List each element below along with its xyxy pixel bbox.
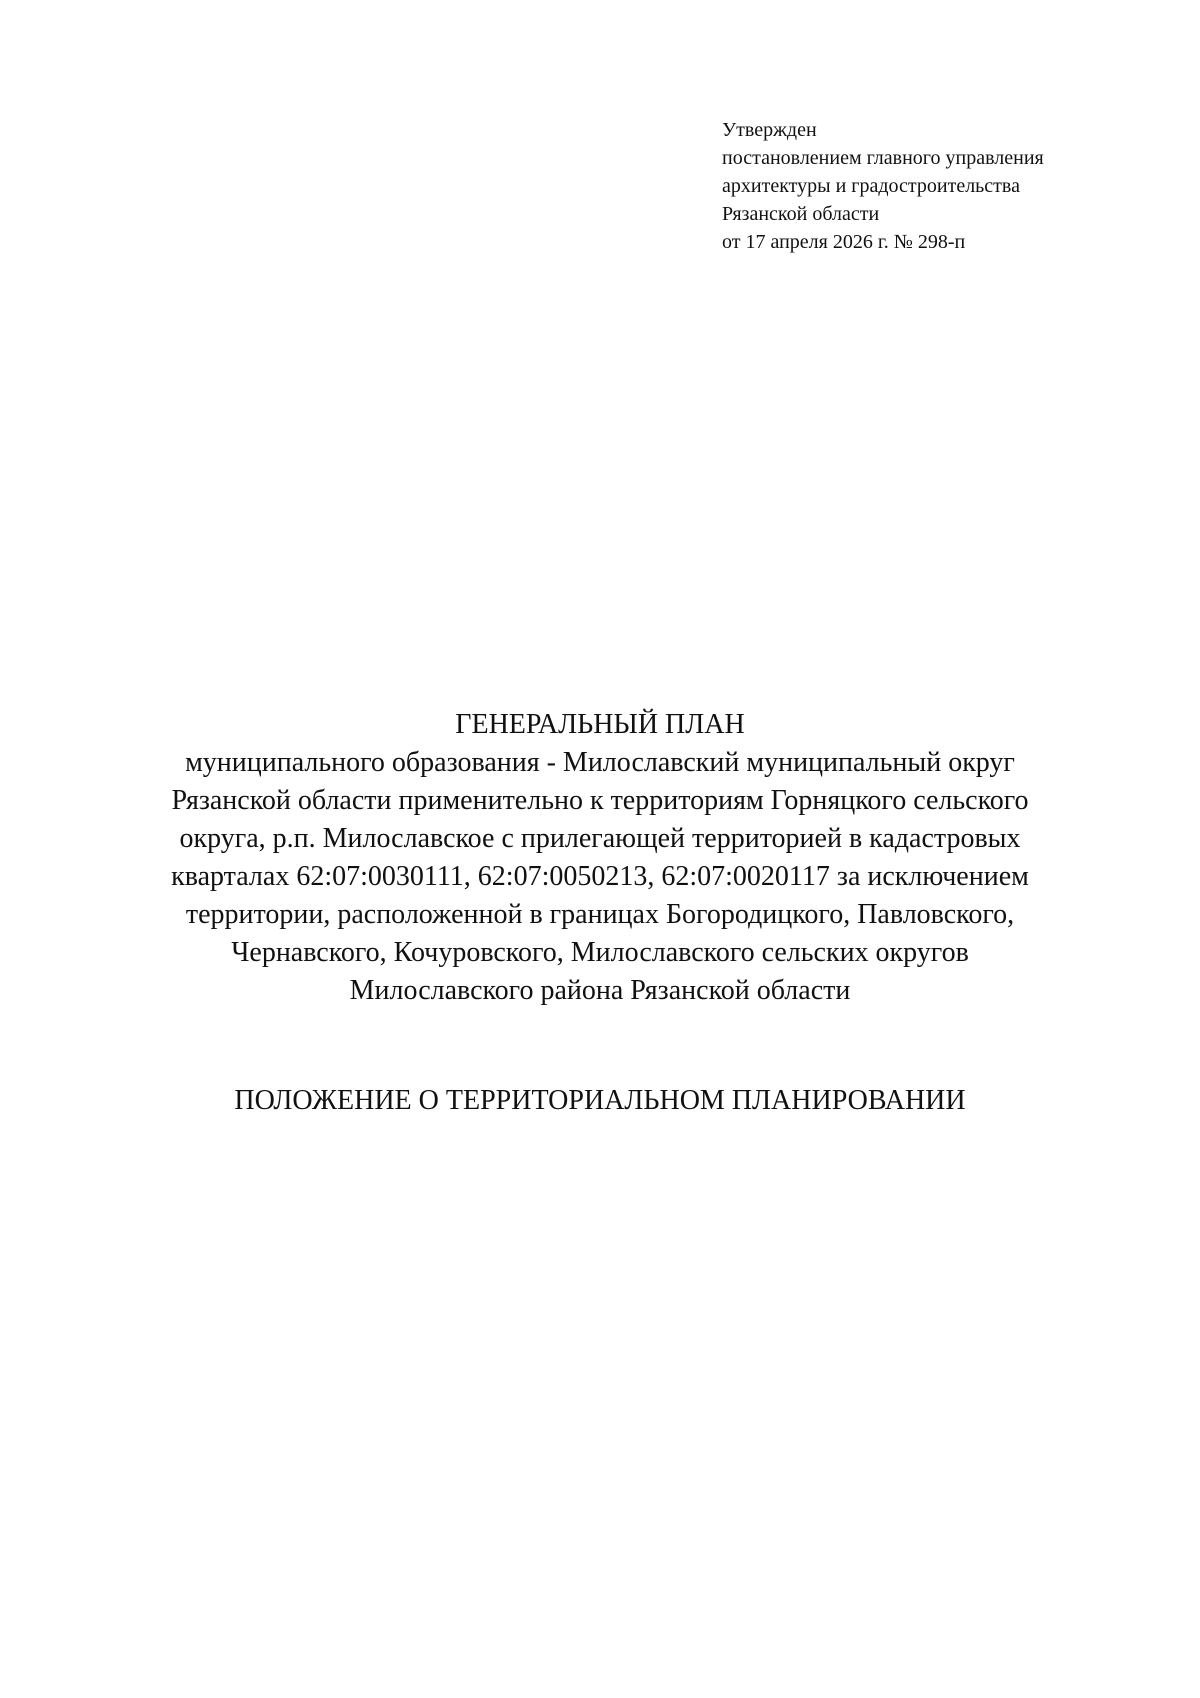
section-title: ПОЛОЖЕНИЕ О ТЕРРИТОРИАЛЬНОМ ПЛАНИРОВАНИИ [234,1085,966,1116]
subtitle-line: муниципального образования - Милославский муниципальный округ [185,747,1015,778]
approval-line: Рязанской области [722,203,880,225]
subtitle-line: Рязанской области применительно к территориям Горняцкого сельского [171,785,1029,816]
subtitle-line: Милославского района Рязанской области [349,975,851,1006]
approval-line: архитектуры и градостроительства [722,175,1020,197]
subtitle-line: кварталах 62:07:0030111, 62:07:0050213, 62:07:0020117 за исключением [171,861,1029,892]
document-heading: ГЕНЕРАЛЬНЫЙ ПЛАН [455,709,745,740]
approval-line: постановлением главного управления [722,147,1044,169]
approval-date-line: от 17 апреля 2026 г. № 298-п [722,231,966,253]
subtitle-line: Чернавского, Кочуровского, Милославского сельских округов [231,937,969,968]
approval-line: Утвержден [722,119,817,141]
subtitle-line: территории, расположенной в границах Богородицкого, Павловского, [185,899,1015,930]
document-title-block [0,706,1200,1010]
approval-stamp [722,116,1044,256]
subtitle-line: округа, р.п. Милославское с прилегающей территорией в кадастровых [179,823,1021,854]
